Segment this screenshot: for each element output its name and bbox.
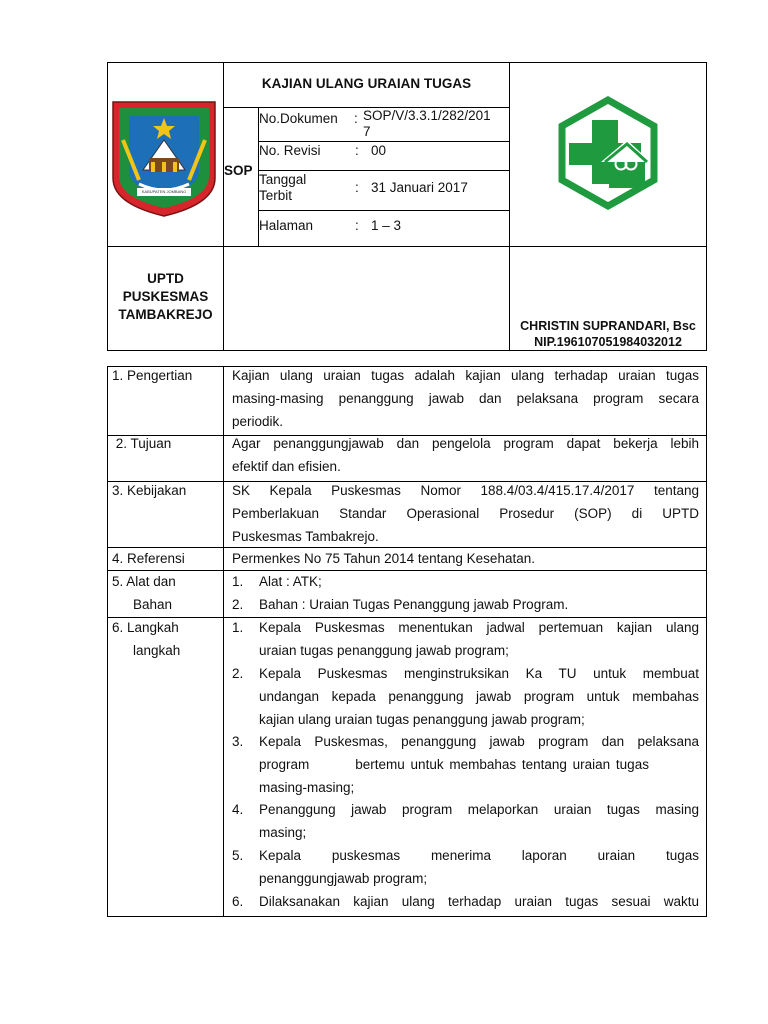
section-line: efektif dan efisien. — [232, 459, 341, 474]
field-colon: : — [355, 143, 359, 158]
list-item: masing; — [259, 825, 307, 840]
section-line: Kajian ulang uraian tugas adalah kajian ulang terhadap uraian tugas — [232, 368, 699, 383]
section-line: Puskesmas Tambakrejo. — [232, 529, 379, 544]
list-item: Kepala puskesmas menerima laporan uraian tugas — [259, 848, 699, 863]
section-label: 1. Pengertian — [112, 368, 193, 383]
list-item: Bahan : Uraian Tugas Penanggung jawab Program. — [259, 597, 569, 612]
list-item: Alat : ATK; — [259, 574, 322, 589]
field-value-no-dokumen: SOP/V/3.3.1/282/201 — [363, 108, 491, 123]
list-item: kajian ulang uraian tugas penanggung jawab program; — [259, 712, 585, 727]
list-item: undangan kepada penanggung jawab program untuk membahas — [259, 689, 699, 704]
field-value-tanggal-terbit: 31 Januari 2017 — [371, 180, 468, 195]
org-name-line2: PUSKESMAS — [122, 289, 209, 304]
list-item: penanggungjawab program; — [259, 871, 428, 886]
field-label-terbit: Terbit — [259, 188, 293, 203]
list-number: 6. — [232, 894, 244, 909]
list-item: uraian tugas penanggung jawab program; — [259, 643, 509, 658]
field-colon: : — [355, 218, 359, 233]
field-colon: : — [355, 180, 359, 195]
puskesmas-logo-icon — [551, 96, 665, 210]
list-item: Kepala Puskesmas, penanggung jawab program dan pelaksana — [259, 734, 699, 749]
sop-label: SOP — [224, 163, 253, 178]
section-line: Permenkes No 75 Tahun 2014 tentang Kesehatan. — [232, 551, 535, 566]
list-number: 2. — [232, 597, 244, 612]
signer-name: CHRISTIN SUPRANDARI, Bsc — [520, 319, 696, 333]
section-label: 3. Kebijakan — [112, 483, 187, 498]
list-number: 2. — [232, 666, 244, 681]
emblem-text: KABUPATEN JOMBANG — [141, 189, 187, 194]
field-label-tanggal: Tanggal — [259, 172, 307, 187]
section-line: Pemberlakuan Standar Operasional Prosedur (SOP) di UPTD — [232, 506, 699, 521]
section-line: Agar penanggungjawab dan pengelola program dapat bekerja lebih — [232, 436, 699, 451]
section-label: 6. Langkah — [112, 620, 179, 635]
section-label-cont: langkah — [133, 643, 181, 658]
list-item: masing-masing; — [259, 780, 355, 795]
section-label-cont: Bahan — [133, 597, 173, 612]
section-line: masing-masing penanggung jawab dan pelaksana program secara — [232, 391, 699, 406]
org-name-line3: TAMBAKREJO — [118, 307, 213, 322]
kabupaten-jombang-emblem-icon — [109, 100, 219, 218]
list-item: Kepala Puskesmas menginstruksikan Ka TU untuk membuat — [259, 666, 699, 681]
list-number: 1. — [232, 574, 244, 589]
list-number: 4. — [232, 802, 244, 817]
signer-nip: NIP.196107051984032012 — [534, 335, 682, 349]
field-colon: : — [354, 111, 358, 126]
list-item: Penanggung jawab program melaporkan uraian tugas masing — [259, 802, 699, 817]
org-name-line1: UPTD — [147, 271, 184, 286]
list-number: 5. — [232, 848, 244, 863]
section-label: 5. Alat dan — [112, 574, 176, 589]
field-value-halaman: 1 – 3 — [371, 218, 402, 233]
list-item: program bertemu untuk membahas tentang uraian tugas — [259, 757, 649, 772]
field-value-no-revisi: 00 — [371, 143, 387, 158]
list-item: Kepala Puskesmas menentukan jadwal pertemuan kajian ulang — [259, 620, 699, 635]
section-label: 2. Tujuan — [112, 436, 172, 451]
list-item: Dilaksanakan kajian ulang terhadap uraian tugas sesuai waktu — [259, 894, 699, 909]
document-title: KAJIAN ULANG URAIAN TUGAS — [261, 76, 472, 91]
field-value-no-dokumen-cont: 7 — [363, 124, 371, 139]
section-line: SK Kepala Puskesmas Nomor 188.4/03.4/415.17.4/2017 tentang — [232, 483, 699, 498]
field-label-no-revisi: No. Revisi — [259, 143, 321, 158]
section-label: 4. Referensi — [112, 551, 185, 566]
field-label-halaman: Halaman — [259, 218, 314, 233]
section-line: periodik. — [232, 414, 284, 429]
field-label-no-dokumen: No.Dokumen — [259, 111, 338, 126]
list-number: 3. — [232, 734, 244, 749]
list-number: 1. — [232, 620, 244, 635]
